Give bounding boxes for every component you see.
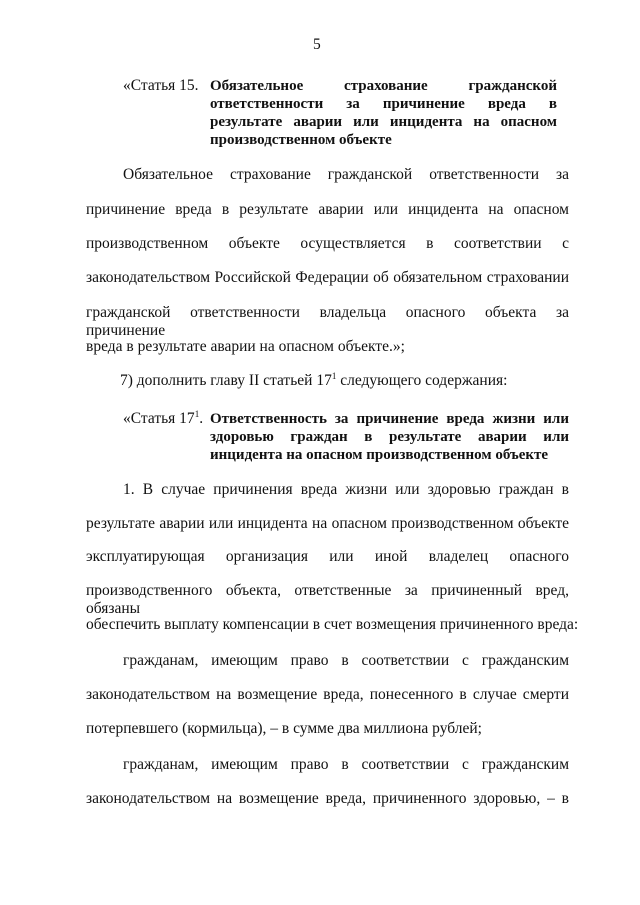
article-17-title-line: здоровью граждан в результате аварии или: [210, 429, 569, 445]
paragraph-line: вреда в результате аварии на опасном объекте.»;: [86, 338, 405, 355]
paragraph-line: гражданам, имеющим право в соответствии с гражданским: [123, 652, 569, 669]
paragraph-line: гражданам, имеющим право в соответствии с гражданским: [123, 756, 569, 773]
paragraph-line: законодательством на возмещение вреда, причиненного здоровью, – в: [86, 790, 569, 807]
article-17-label: «Статья $17^1$.: [123, 408, 204, 427]
article-15-title-line: результате аварии или инцидента на опасном: [210, 114, 557, 130]
paragraph-line: 1. В случае причинения вреда жизни или здоровью граждан в: [123, 481, 569, 498]
article-15-title-line: Обязательное страхование гражданской: [210, 78, 557, 94]
paragraph-line: обеспечить выплату компенсации в счет возмещения причиненного вреда:: [86, 616, 579, 633]
article-15-title-line: ответственности за причинение вреда в: [210, 96, 557, 112]
paragraph-line: причинение вреда в результате аварии или инцидента на опасном: [86, 201, 569, 218]
paragraph-line: производственном объекте осуществляется в соответствии с: [86, 235, 569, 252]
article-15-title-line: производственном объекте: [210, 132, 392, 148]
paragraph-line: результате аварии или инцидента на опасном производственном объекте: [86, 515, 569, 532]
paragraph-line: производственного объекта, ответственные за причиненный вред, обязаны: [86, 582, 569, 617]
paragraph-line: законодательством на возмещение вреда, понесенного в случае смерти: [86, 686, 569, 703]
paragraph-line: законодательством Российской Федерации об обязательном страховании: [86, 269, 569, 286]
paragraph-line: гражданской ответственности владельца опасного объекта за причинение: [86, 304, 569, 339]
page-number: 5: [313, 36, 321, 53]
paragraph-line: Обязательное страхование гражданской ответственности за: [123, 166, 569, 183]
article-17-title-line: Ответственность за причинение вреда жизни или: [210, 411, 569, 427]
article-17-title-line: инцидента на опасном производственном объекте: [210, 447, 549, 463]
article-15-label: «Статья 15.: [123, 77, 199, 94]
paragraph-line: потерпевшего (кормильца), – в сумме два миллиона рублей;: [86, 720, 482, 737]
item-7: 7) дополнить главу II статьей $17^1$ следующего содержания:: [120, 370, 508, 389]
paragraph-line: эксплуатирующая организация или иной владелец опасного: [86, 548, 569, 565]
